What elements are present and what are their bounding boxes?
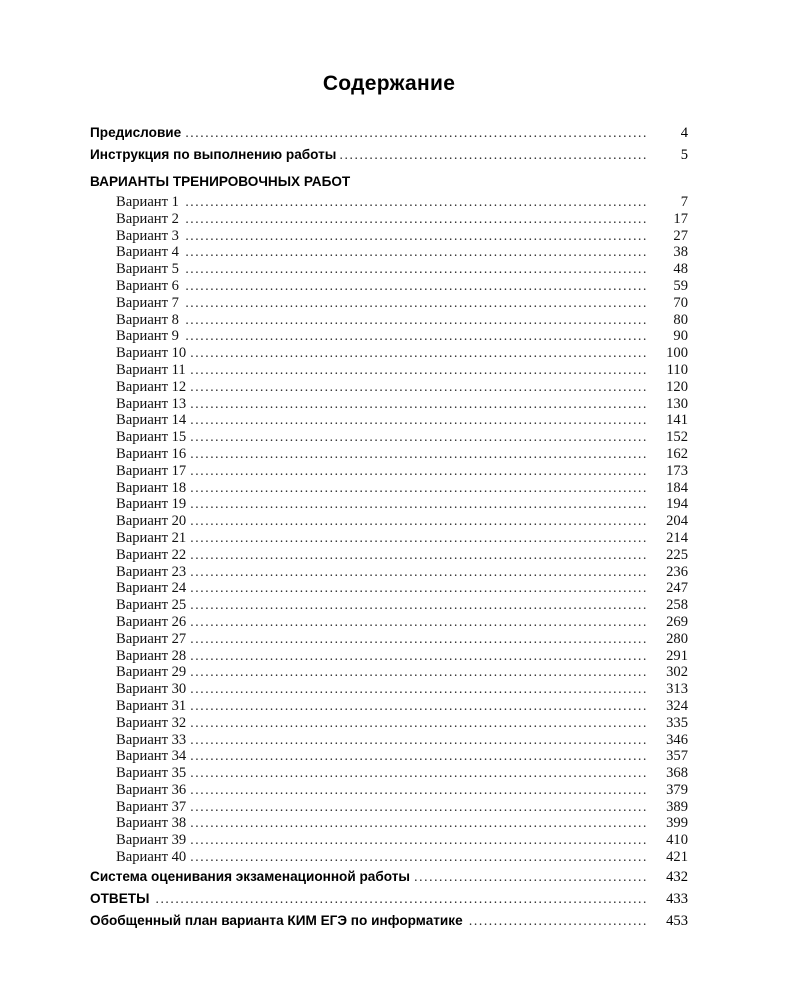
toc-entry-label: Вариант 36 — [116, 781, 187, 798]
dot-leader — [190, 832, 648, 849]
dot-leader — [190, 463, 648, 480]
toc-entry — [90, 446, 688, 463]
toc-entry — [90, 194, 688, 211]
toc-entry-page-number: 110 — [666, 361, 688, 378]
toc-entry-page-number: 335 — [666, 714, 688, 731]
toc-entry-page-number: 399 — [666, 815, 688, 832]
toc-entry-label: Вариант 35 — [116, 765, 187, 782]
toc-entry-label: Вариант 21 — [116, 529, 187, 546]
toc-entry — [90, 228, 688, 245]
toc-entry — [90, 312, 688, 329]
toc-entry-page-number: 90 — [673, 328, 688, 345]
toc-entry-label: Вариант 16 — [116, 445, 187, 462]
dot-leader — [183, 328, 648, 345]
toc-entry-label: Вариант 29 — [116, 664, 187, 681]
toc-entry-label: Вариант 24 — [116, 580, 187, 597]
dot-leader — [190, 580, 648, 597]
toc-entry-label: Вариант 14 — [116, 412, 187, 429]
toc-entry — [90, 463, 688, 480]
dot-leader — [190, 614, 648, 631]
toc-entry — [90, 910, 688, 932]
toc-entry — [90, 648, 688, 665]
toc-list — [90, 122, 688, 932]
toc-entry-page-number: 38 — [673, 244, 688, 261]
toc-entry-page-number: 59 — [673, 277, 688, 294]
toc-entry-label: Вариант 32 — [116, 714, 187, 731]
toc-entry-page-number: 27 — [673, 227, 688, 244]
toc-entry-label: Вариант 3 — [116, 227, 179, 244]
toc-entry — [90, 345, 688, 362]
toc-entry-page-number: 5 — [680, 147, 688, 163]
toc-entry — [90, 732, 688, 749]
toc-entry-page-number: 432 — [666, 868, 688, 885]
toc-entry-label: Вариант 8 — [116, 311, 179, 328]
toc-entry-page-number: 173 — [666, 462, 688, 479]
toc-entry-page-number: 302 — [666, 664, 688, 681]
toc-entry-label: Вариант 1 — [116, 194, 179, 210]
toc-entry — [90, 815, 688, 832]
dot-leader — [190, 681, 648, 698]
toc-entry-page-number: 236 — [666, 563, 688, 580]
toc-entry-page-number: 120 — [666, 378, 688, 395]
dot-leader — [190, 446, 648, 463]
toc-entry-page-number: 130 — [666, 395, 688, 412]
dot-leader — [190, 480, 648, 497]
toc-entry-label: Вариант 25 — [116, 597, 187, 614]
dot-leader — [190, 748, 648, 765]
toc-entry-label: Система оценивания экзаменационной работы — [90, 868, 410, 884]
toc-entry-label: ВАРИАНТЫ ТРЕНИРОВОЧНЫХ РАБОТ — [90, 174, 351, 189]
toc-entry — [90, 328, 688, 345]
toc-entry — [90, 631, 688, 648]
toc-entry-page-number: 346 — [666, 731, 688, 748]
toc-entry-label: ОТВЕТЫ — [90, 890, 150, 906]
dot-leader — [183, 261, 648, 278]
toc-entry-label: Обобщенный план варианта КИМ ЕГЭ по информатике — [90, 912, 463, 928]
toc-entry-label: Вариант 22 — [116, 546, 187, 563]
toc-entry — [90, 412, 688, 429]
dot-leader — [190, 631, 648, 648]
toc-entry-page-number: 291 — [666, 647, 688, 664]
toc-entry-label: Вариант 33 — [116, 731, 187, 748]
toc-entry-page-number: 204 — [666, 513, 688, 530]
dot-leader — [190, 715, 648, 732]
toc-entry-page-number: 70 — [673, 294, 688, 311]
toc-entry — [90, 782, 688, 799]
toc-entry-label: Вариант 19 — [116, 496, 187, 513]
dot-leader — [183, 295, 648, 312]
dot-leader — [190, 597, 648, 614]
dot-leader — [190, 664, 648, 681]
toc-entry-label: Вариант 39 — [116, 832, 187, 849]
dot-leader — [190, 379, 648, 396]
toc-entry-label: Вариант 15 — [116, 429, 187, 446]
dot-leader — [190, 732, 648, 749]
toc-entry — [90, 748, 688, 765]
toc-entry-page-number: 194 — [666, 496, 688, 513]
toc-entry-label: Вариант 38 — [116, 815, 187, 832]
toc-entry — [90, 681, 688, 698]
toc-entry — [90, 429, 688, 446]
dot-leader — [190, 530, 648, 547]
toc-entry — [90, 362, 688, 379]
toc-entry — [90, 547, 688, 564]
toc-entry — [90, 664, 688, 681]
dot-leader — [183, 278, 648, 295]
toc-entry-page-number: 141 — [666, 412, 688, 429]
toc-entry-page-number: 258 — [666, 597, 688, 614]
toc-entry-label: Вариант 18 — [116, 479, 187, 496]
toc-entry-page-number: 184 — [666, 479, 688, 496]
toc-entry — [90, 295, 688, 312]
toc-entry-label: Вариант 26 — [116, 613, 187, 630]
toc-entry — [90, 396, 688, 413]
toc-entry — [90, 278, 688, 295]
toc-entry — [90, 261, 688, 278]
toc-entry-label: Вариант 6 — [116, 277, 179, 294]
toc-entry-page-number: 389 — [666, 798, 688, 815]
toc-entry — [90, 530, 688, 547]
toc-entry-page-number: 368 — [666, 765, 688, 782]
dot-leader — [190, 849, 648, 866]
toc-entry-label: Вариант 2 — [116, 210, 179, 227]
toc-entry-page-number: 247 — [666, 580, 688, 597]
toc-entry — [90, 513, 688, 530]
toc-entry-page-number: 152 — [666, 429, 688, 446]
toc-entry-page-number: 214 — [666, 529, 688, 546]
toc-entry — [90, 849, 688, 866]
dot-leader — [190, 547, 648, 564]
toc-entry-label: Вариант 31 — [116, 697, 187, 714]
toc-entry — [90, 480, 688, 497]
toc-entry — [90, 211, 688, 228]
toc-entry — [90, 379, 688, 396]
toc-entry-label: Вариант 5 — [116, 261, 179, 278]
toc-entry — [90, 244, 688, 261]
toc-entry — [90, 866, 688, 888]
toc-entry-page-number: 313 — [666, 681, 688, 698]
dot-leader — [190, 799, 648, 816]
dot-leader — [190, 698, 648, 715]
toc-entry — [90, 832, 688, 849]
toc-entry-page-number: 421 — [666, 849, 688, 866]
dot-leader — [190, 396, 648, 413]
toc-entry-page-number: 48 — [673, 261, 688, 278]
toc-entry — [90, 171, 688, 193]
toc-entry-label: Вариант 28 — [116, 647, 187, 664]
dot-leader — [467, 910, 648, 932]
toc-entry-label: Вариант 4 — [116, 244, 179, 261]
dot-leader — [190, 648, 648, 665]
dot-leader — [183, 228, 648, 245]
toc-entry-page-number: 379 — [666, 781, 688, 798]
dot-leader — [190, 815, 648, 832]
toc-entry — [90, 564, 688, 581]
toc-entry-label: Вариант 13 — [116, 395, 187, 412]
toc-entry-page-number: 17 — [673, 210, 688, 227]
dot-leader — [190, 782, 648, 799]
toc-entry-page-number: 433 — [666, 890, 688, 907]
toc-entry — [90, 144, 688, 166]
dot-leader — [190, 345, 648, 362]
toc-entry — [90, 122, 688, 144]
toc-entry-page-number: 100 — [666, 345, 688, 362]
dot-leader — [340, 144, 648, 166]
toc-entry-page-number: 225 — [666, 546, 688, 563]
toc-entry — [90, 799, 688, 816]
toc-entry-label: Инструкция по выполнению работы — [90, 147, 337, 162]
dot-leader — [414, 866, 648, 888]
toc-entry-label: Вариант 12 — [116, 378, 187, 395]
dot-leader — [190, 362, 648, 379]
toc-entry-label: Вариант 17 — [116, 462, 187, 479]
toc-entry — [90, 580, 688, 597]
toc-entry-page-number: 269 — [666, 613, 688, 630]
toc-entry-label: Вариант 11 — [116, 361, 186, 378]
toc-entry-page-number: 4 — [680, 125, 688, 141]
dot-leader — [190, 513, 648, 530]
toc-entry-label: Вариант 34 — [116, 748, 187, 765]
dot-leader — [190, 429, 648, 446]
toc-entry-page-number: 80 — [673, 311, 688, 328]
toc-entry-label: Вариант 40 — [116, 849, 187, 866]
toc-entry-label: Вариант 30 — [116, 681, 187, 698]
toc-entry-label: Вариант 37 — [116, 798, 187, 815]
toc-entry — [90, 888, 688, 910]
toc-entry — [90, 715, 688, 732]
dot-leader — [190, 496, 648, 513]
toc-entry-label: Вариант 9 — [116, 328, 179, 345]
toc-entry-label: Вариант 27 — [116, 630, 187, 647]
toc-entry — [90, 765, 688, 782]
toc-entry — [90, 698, 688, 715]
toc-entry-label: Вариант 20 — [116, 513, 187, 530]
dot-leader — [153, 888, 648, 910]
toc-entry — [90, 614, 688, 631]
dot-leader — [185, 122, 648, 144]
toc-entry-page-number: 453 — [666, 912, 688, 929]
toc-entry — [90, 496, 688, 513]
toc-entry-page-number: 280 — [666, 630, 688, 647]
toc-entry-page-number: 357 — [666, 748, 688, 765]
dot-leader — [183, 244, 648, 261]
dot-leader — [183, 211, 648, 228]
toc-entry-page-number: 410 — [666, 832, 688, 849]
toc-entry-label: Вариант 7 — [116, 294, 179, 311]
toc-entry-label: Предисловие — [90, 125, 182, 140]
toc-entry-page-number: 324 — [666, 697, 688, 714]
toc-entry-page-number: 7 — [680, 194, 688, 210]
toc-entry-label: Вариант 23 — [116, 563, 187, 580]
toc-entry — [90, 597, 688, 614]
page-title: Содержание — [322, 72, 456, 95]
toc-entry-page-number: 162 — [666, 445, 688, 462]
dot-leader — [190, 412, 648, 429]
dot-leader — [183, 312, 648, 329]
dot-leader — [190, 765, 648, 782]
toc-entry-label: Вариант 10 — [116, 345, 187, 362]
dot-leader — [183, 194, 648, 211]
dot-leader — [190, 564, 648, 581]
